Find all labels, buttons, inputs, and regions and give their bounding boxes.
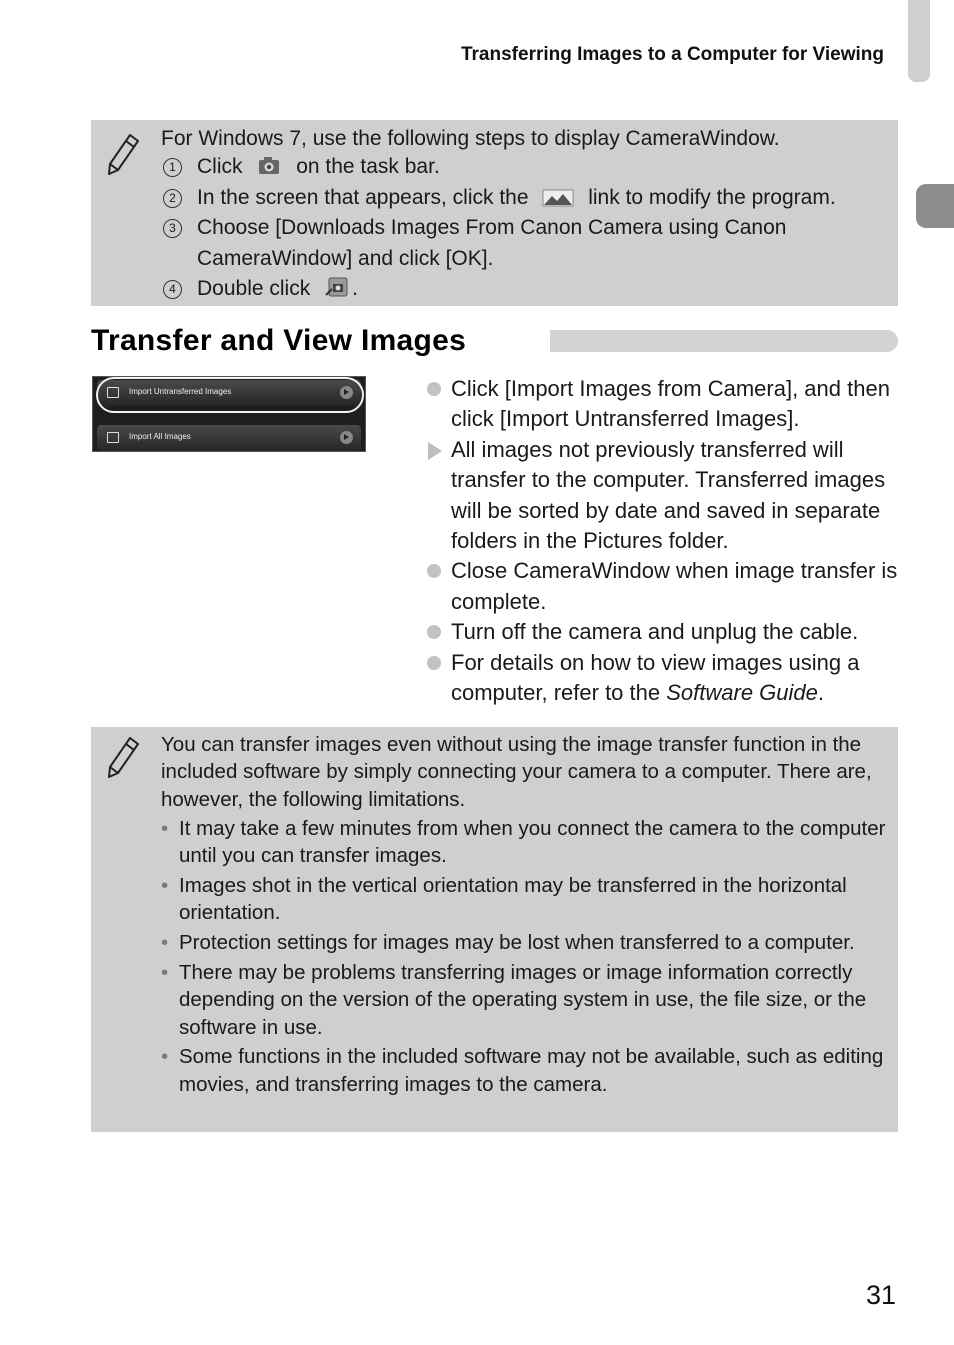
import-all-images-row: Import All Images — [97, 425, 361, 451]
limitations-note — [91, 727, 898, 1132]
step-number: 3 — [163, 219, 182, 238]
step-number: 1 — [163, 158, 182, 177]
step-number: 2 — [163, 189, 182, 208]
pencil-icon — [105, 735, 141, 779]
software-guide-reference: Software Guide — [666, 680, 818, 706]
step-number: 4 — [163, 280, 182, 299]
limitation-item: • Protection settings for images may be lost when transferred to a computer. — [161, 929, 891, 956]
section-title: Transfer and View Images — [91, 324, 467, 357]
note-steps — [161, 152, 881, 305]
instruction-list — [424, 374, 902, 708]
note-intro: You can transfer images even without using the image transfer function in the included software by simply connecting your camera to a computer. There are, however, the following limitations. — [161, 733, 872, 811]
section-title-bar — [550, 330, 898, 352]
camera-taskbar-icon — [256, 155, 282, 177]
step-1: 1 Click on the task bar. — [161, 152, 881, 183]
step-3: 3 Choose [Downloads Images From Canon Camera using Canon CameraWindow] and click [OK]. — [161, 213, 881, 274]
import-untransferred-images-row: Import Untransferred Images — [97, 380, 361, 406]
pencil-icon — [105, 132, 141, 176]
limitation-item: • It may take a few minutes from when you connect the camera to the computer until you can transfer images. — [161, 815, 891, 870]
step-2: 2 In the screen that appears, click the link to modify the program. — [161, 183, 881, 214]
instruction-item: For details on how to view images using a computer, refer to the Software Guide. — [424, 648, 902, 709]
step-4: 4 Double click . — [161, 274, 881, 305]
running-head: Transferring Images to a Computer for Viewing — [460, 44, 884, 65]
limitation-item: • Images shot in the vertical orientation may be transferred in the horizontal orientation. — [161, 872, 891, 927]
instruction-item: Turn off the camera and unplug the cable. — [424, 617, 902, 647]
arrow-icon — [340, 431, 353, 444]
instruction-item: Close CameraWindow when image transfer is complete. — [424, 556, 902, 617]
windows7-note — [91, 120, 898, 306]
grid-icon — [107, 432, 119, 443]
limitation-item: • Some functions in the included software may not be available, such as editing movies, and transferring images to the camera. — [161, 1043, 891, 1098]
note-intro: For Windows 7, use the following steps to display CameraWindow. — [161, 127, 780, 150]
result-item: All images not previously transferred will transfer to the computer. Transferred images will be sorted by date and saved in separate folders in the Pictures folder. — [424, 435, 902, 557]
limitations-list — [161, 815, 891, 1100]
modify-program-link-icon — [542, 188, 574, 208]
page-number: 31 — [866, 1280, 897, 1310]
camerawindow-icon — [324, 275, 350, 299]
chapter-tab-marker — [916, 184, 954, 228]
instruction-item: Click [Import Images from Camera], and then click [Import Untransferred Images]. — [424, 374, 902, 435]
camerawindow-screenshot — [92, 376, 366, 452]
highlight-ring — [96, 377, 364, 413]
chapter-tab-top — [908, 0, 930, 82]
limitation-item: • There may be problems transferring images or image information correctly depending on the version of the operating system in use, the file size, or the software in use. — [161, 959, 891, 1041]
